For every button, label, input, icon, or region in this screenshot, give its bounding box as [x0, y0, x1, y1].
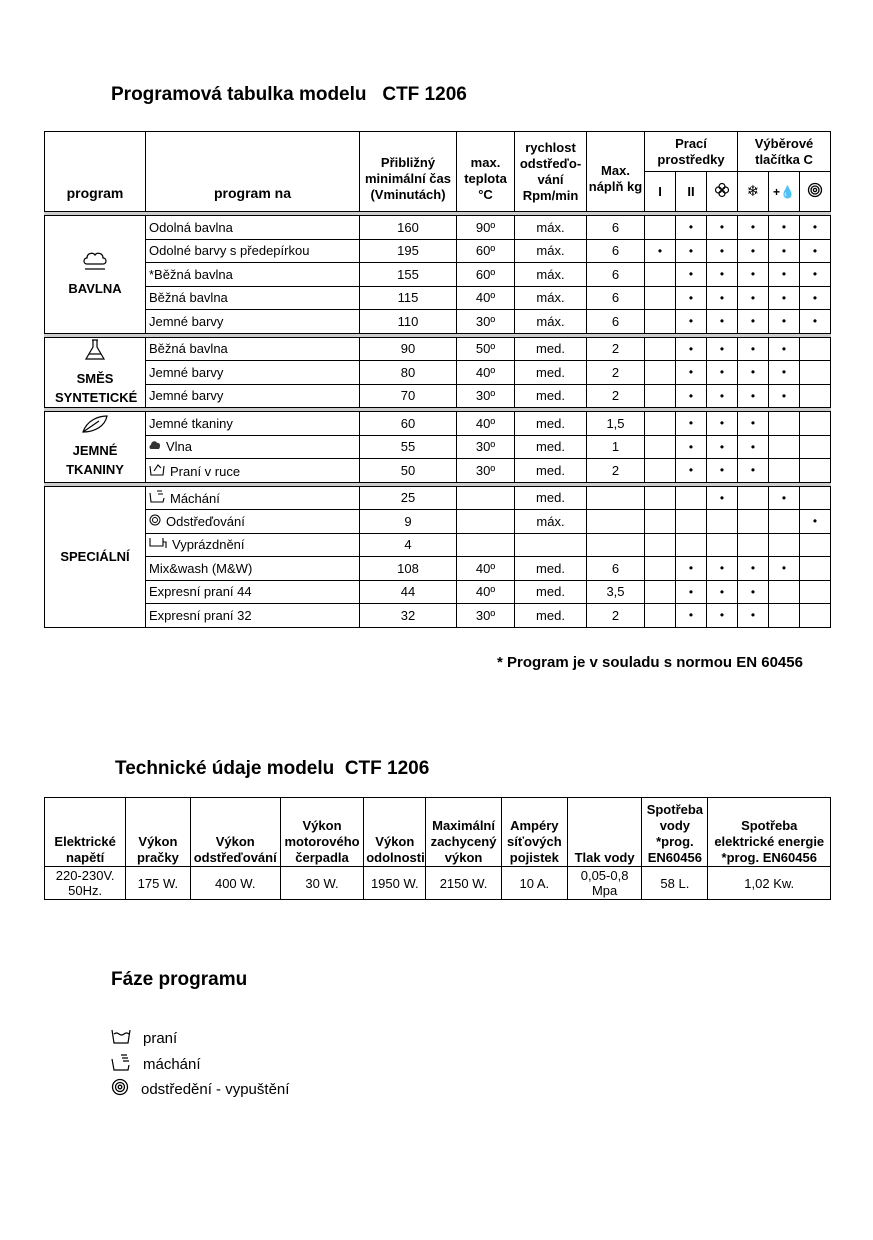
tech-h-power: Výkon pračky [126, 798, 190, 867]
cell-flag: • [800, 510, 831, 534]
cell-flag [645, 435, 676, 459]
cell-load: 2 [587, 384, 645, 408]
table-row [45, 459, 831, 483]
group-name: BAVLNA [68, 281, 122, 297]
phase-wash [111, 1028, 177, 1048]
synthetic-icon [45, 338, 145, 367]
cell-flag [645, 533, 676, 557]
cell-flag: • [707, 286, 738, 310]
cell-speed: máx. [515, 216, 587, 240]
cell-flag [645, 216, 676, 240]
cell-speed: med. [515, 486, 587, 510]
cell-time: 155 [360, 263, 457, 287]
cell-temp: 40º [457, 557, 515, 581]
cell-time: 25 [360, 486, 457, 510]
program-name [146, 510, 360, 534]
program-name-text: Máchání [170, 491, 220, 507]
cell-flag: • [738, 216, 769, 240]
cell-flag: • [676, 384, 707, 408]
cell-flag [645, 384, 676, 408]
group-name: SMĚS SYNTETICKÉ [55, 370, 138, 405]
program-name [146, 216, 360, 240]
cell-time: 32 [360, 604, 457, 628]
cell-flag [769, 580, 800, 604]
cell-flag [800, 459, 831, 483]
cell-temp: 40º [457, 361, 515, 385]
cell-flag: • [769, 239, 800, 263]
cell-load [587, 486, 645, 510]
cell-temp: 40º [457, 286, 515, 310]
cell-flag: • [707, 361, 738, 385]
spiral-icon [800, 172, 831, 212]
phase-spin [111, 1078, 289, 1100]
cell-temp [457, 533, 515, 557]
handwash-icon [149, 464, 165, 479]
cell-flag: • [676, 239, 707, 263]
cell-speed: med. [515, 412, 587, 436]
cell-flag: • [769, 263, 800, 287]
group-label [45, 486, 146, 627]
col-load: Max. náplň kg [587, 132, 645, 212]
program-name [146, 337, 360, 361]
cell-temp: 60º [457, 239, 515, 263]
cell-flag: • [800, 310, 831, 334]
cell-speed [515, 533, 587, 557]
table-row [45, 239, 831, 263]
program-name [146, 263, 360, 287]
cell-time: 50 [360, 459, 457, 483]
cell-flag: • [707, 580, 738, 604]
tech-v-voltage: 220-230V. 50Hz. [45, 867, 126, 900]
cell-flag: • [707, 604, 738, 628]
cell-flag: • [738, 384, 769, 408]
cell-flag: • [707, 557, 738, 581]
cell-temp: 30º [457, 435, 515, 459]
cell-flag: • [676, 459, 707, 483]
cell-flag [800, 533, 831, 557]
cell-flag [800, 384, 831, 408]
cell-flag: • [676, 435, 707, 459]
cell-speed: máx. [515, 239, 587, 263]
cell-flag: • [738, 286, 769, 310]
cell-flag [800, 486, 831, 510]
cell-flag [645, 459, 676, 483]
cell-flag: • [800, 286, 831, 310]
extra-water-icon: +💧 [769, 172, 800, 212]
cell-flag [800, 412, 831, 436]
cell-flag: • [738, 459, 769, 483]
cell-flag: • [676, 216, 707, 240]
cell-flag: • [707, 337, 738, 361]
tech-h-pump-power: Výkon motorového čerpadla [280, 798, 363, 867]
cell-flag [676, 510, 707, 534]
cell-flag [769, 459, 800, 483]
tech-v-resist-power: 1950 W. [364, 867, 426, 900]
cell-flag [769, 604, 800, 628]
cell-temp: 30º [457, 384, 515, 408]
cell-speed: med. [515, 337, 587, 361]
cell-flag: • [738, 310, 769, 334]
cell-temp: 50º [457, 337, 515, 361]
program-name [146, 533, 360, 557]
program-name-text: Odstřeďování [166, 513, 245, 529]
group-label [45, 337, 146, 408]
program-name [146, 239, 360, 263]
rinse-icon [149, 491, 165, 506]
cell-time: 90 [360, 337, 457, 361]
phase-label: máchání [143, 1055, 201, 1073]
program-name-text: Vlna [166, 439, 193, 455]
tech-v-energy-use: 1,02 Kw. [708, 867, 831, 900]
group-label [45, 216, 146, 334]
tech-h-water-use: Spotřeba vody *prog. EN60456 [642, 798, 708, 867]
delicate-icon [45, 414, 145, 439]
cell-speed: med. [515, 557, 587, 581]
tech-v-water-use: 58 L. [642, 867, 708, 900]
phase-label: odstředění - vypuštění [141, 1080, 290, 1098]
cell-time: 108 [360, 557, 457, 581]
tech-h-fuse: Ampéry síťových pojistek [501, 798, 567, 867]
cell-flag: • [707, 216, 738, 240]
cell-flag [769, 533, 800, 557]
cell-flag [800, 361, 831, 385]
cell-time: 70 [360, 384, 457, 408]
program-name-text: Expresní praní 32 [149, 607, 252, 623]
group-name: SPECIÁLNÍ [60, 549, 130, 564]
cell-flag: • [769, 286, 800, 310]
cell-flag [645, 286, 676, 310]
cell-load: 2 [587, 337, 645, 361]
program-name-text: *Běžná bavlna [149, 266, 233, 282]
tech-h-resist-power: Výkon odolnosti [364, 798, 426, 867]
cell-temp [457, 510, 515, 534]
cell-temp: 40º [457, 580, 515, 604]
drain-icon [149, 537, 167, 552]
cell-load: 1,5 [587, 412, 645, 436]
spin-icon [149, 514, 161, 529]
col-buttons: Výběrové tlačítka C [738, 132, 831, 172]
cell-flag [645, 412, 676, 436]
cell-flag: • [676, 604, 707, 628]
cell-flag: • [707, 412, 738, 436]
cotton-icon [45, 250, 145, 277]
rinse-icon [111, 1053, 131, 1075]
program-name-text: Běžná bavlna [149, 290, 228, 306]
cell-speed: máx. [515, 310, 587, 334]
table-row [45, 286, 831, 310]
cell-flag: • [707, 459, 738, 483]
cell-flag: • [769, 486, 800, 510]
cell-flag [738, 486, 769, 510]
cell-flag: • [676, 286, 707, 310]
cell-flag: • [800, 216, 831, 240]
cell-flag [800, 435, 831, 459]
cell-time: 80 [360, 361, 457, 385]
cell-flag: • [800, 239, 831, 263]
cell-flag [645, 486, 676, 510]
table-row [45, 216, 831, 240]
program-name [146, 435, 360, 459]
tech-v-power: 175 W. [126, 867, 190, 900]
cell-flag [676, 486, 707, 510]
cell-speed: med. [515, 459, 587, 483]
table-row [45, 310, 831, 334]
table-row [45, 435, 831, 459]
cell-flag: • [676, 557, 707, 581]
cell-flag [645, 263, 676, 287]
program-name [146, 459, 360, 483]
wool-icon [149, 439, 161, 454]
cell-time: 60 [360, 412, 457, 436]
program-name-text: Odolné barvy s předepírkou [149, 243, 310, 259]
program-name-text: Expresní praní 44 [149, 584, 252, 600]
cell-flag: • [676, 361, 707, 385]
cell-load: 2 [587, 459, 645, 483]
tech-h-voltage: Elektrické napětí [45, 798, 126, 867]
cell-flag: • [738, 580, 769, 604]
cell-speed: med. [515, 580, 587, 604]
tech-v-water-pressure: 0,05-0,8 Mpa [567, 867, 641, 900]
table-row [45, 337, 831, 361]
table-row [45, 580, 831, 604]
cell-flag [645, 510, 676, 534]
tech-v-pump-power: 30 W. [280, 867, 363, 900]
cell-flag: • [707, 263, 738, 287]
footnote: * Program je v souladu s normou EN 60456 [497, 654, 803, 671]
cell-time: 9 [360, 510, 457, 534]
program-name-text: Jemné barvy [149, 364, 224, 380]
program-name-text: Jemné barvy [149, 313, 224, 329]
cell-flag: • [676, 310, 707, 334]
cell-time: 44 [360, 580, 457, 604]
table-row [45, 384, 831, 408]
program-name-text: Jemné tkaniny [149, 415, 233, 431]
program-name-text: Běžná bavlna [149, 341, 228, 357]
cell-flag: • [676, 337, 707, 361]
cell-temp: 30º [457, 604, 515, 628]
program-table-title: Programová tabulka modelu CTF 1206 [111, 84, 467, 105]
cell-flag: • [738, 557, 769, 581]
tech-v-fuse: 10 A. [501, 867, 567, 900]
col-detergent: Prací prostředky [645, 132, 738, 172]
cell-flag [769, 510, 800, 534]
cell-speed: med. [515, 435, 587, 459]
cell-speed: med. [515, 361, 587, 385]
cell-flag: • [738, 435, 769, 459]
cell-flag: • [707, 239, 738, 263]
cell-flag: • [738, 604, 769, 628]
program-name [146, 557, 360, 581]
cell-flag: • [738, 239, 769, 263]
table-row [45, 533, 831, 557]
program-name-text: Vyprázdnění [172, 537, 245, 553]
cell-flag [800, 557, 831, 581]
program-name [146, 310, 360, 334]
tech-h-max-power: Maximální zachycený výkon [426, 798, 501, 867]
cell-temp [457, 486, 515, 510]
table-row [45, 263, 831, 287]
cell-flag: • [738, 263, 769, 287]
cell-temp: 40º [457, 412, 515, 436]
cell-flag: • [707, 435, 738, 459]
cell-time: 115 [360, 286, 457, 310]
cell-temp: 30º [457, 310, 515, 334]
cell-flag [645, 604, 676, 628]
cell-load: 6 [587, 557, 645, 581]
cell-speed: med. [515, 384, 587, 408]
group-label [45, 412, 146, 483]
program-name [146, 604, 360, 628]
cell-flag: • [800, 263, 831, 287]
cell-flag: • [707, 310, 738, 334]
tech-h-energy-use: Spotřeba elektrické energie *prog. EN60456 [708, 798, 831, 867]
cell-load [587, 533, 645, 557]
cell-load: 2 [587, 604, 645, 628]
cell-speed: máx. [515, 510, 587, 534]
program-name [146, 412, 360, 436]
cell-flag [769, 435, 800, 459]
tech-v-spin-power: 400 W. [190, 867, 280, 900]
cell-flag [707, 533, 738, 557]
program-name [146, 486, 360, 510]
table-row [45, 557, 831, 581]
cell-flag [738, 533, 769, 557]
cell-speed: med. [515, 604, 587, 628]
cell-speed: máx. [515, 286, 587, 310]
cell-flag [645, 557, 676, 581]
cell-flag [676, 533, 707, 557]
program-name-text: Odolná bavlna [149, 219, 233, 235]
cell-load: 1 [587, 435, 645, 459]
cell-flag: • [707, 486, 738, 510]
cell-temp: 90º [457, 216, 515, 240]
phases-title: Fáze programu [111, 969, 248, 990]
cell-load: 6 [587, 263, 645, 287]
cell-flag [800, 604, 831, 628]
cell-flag: • [738, 337, 769, 361]
det-col-2: II [676, 172, 707, 212]
cell-flag: • [676, 263, 707, 287]
program-name-text: Praní v ruce [170, 463, 241, 479]
program-name [146, 286, 360, 310]
cell-flag: • [707, 384, 738, 408]
program-name [146, 580, 360, 604]
program-name-text: Mix&wash (M&W) [149, 560, 253, 576]
table-row [45, 361, 831, 385]
table-row [45, 486, 831, 510]
wash-tub-icon [111, 1028, 131, 1048]
cell-flag: • [738, 412, 769, 436]
tech-h-water-pressure: Tlak vody [567, 798, 641, 867]
cell-flag [738, 510, 769, 534]
table-row [45, 510, 831, 534]
cell-flag: • [645, 239, 676, 263]
cell-flag: • [769, 216, 800, 240]
tech-v-max-power: 2150 W. [426, 867, 501, 900]
phase-label: praní [143, 1029, 178, 1047]
cell-flag [645, 310, 676, 334]
cell-flag: • [769, 557, 800, 581]
cell-load: 2 [587, 361, 645, 385]
cell-flag: • [676, 412, 707, 436]
cell-load: 6 [587, 216, 645, 240]
cell-time: 195 [360, 239, 457, 263]
cell-flag: • [769, 361, 800, 385]
spin-icon [111, 1078, 129, 1100]
table-row [45, 604, 831, 628]
tech-h-spin-power: Výkon odstřeďování [190, 798, 280, 867]
cell-load [587, 510, 645, 534]
col-speed: rychlost odstřeďo- vání Rpm/min [515, 132, 587, 212]
cell-load: 3,5 [587, 580, 645, 604]
cell-flag [645, 361, 676, 385]
cell-time: 160 [360, 216, 457, 240]
program-name-text: Jemné barvy [149, 388, 224, 404]
phase-rinse [111, 1053, 201, 1075]
cell-flag: • [769, 384, 800, 408]
col-program-na: program na [146, 132, 360, 212]
cell-flag: • [769, 337, 800, 361]
table-row [45, 412, 831, 436]
cell-load: 6 [587, 239, 645, 263]
cell-flag [800, 337, 831, 361]
tech-table [44, 797, 831, 900]
group-name: JEMNÉ TKANINY [66, 443, 124, 478]
program-name [146, 361, 360, 385]
cell-speed: máx. [515, 263, 587, 287]
cell-time: 55 [360, 435, 457, 459]
cell-temp: 30º [457, 459, 515, 483]
det-col-1: I [645, 172, 676, 212]
cell-flag [769, 412, 800, 436]
cell-flag [645, 337, 676, 361]
cell-load: 6 [587, 286, 645, 310]
snowflake-icon: ❄ [738, 172, 769, 212]
col-temp: max. teplota °C [457, 132, 515, 212]
col-program: program [45, 132, 146, 212]
cell-flag [707, 510, 738, 534]
cell-flag: • [738, 361, 769, 385]
program-table [44, 131, 831, 628]
cell-flag [800, 580, 831, 604]
cell-time: 4 [360, 533, 457, 557]
flower-icon [707, 172, 738, 212]
program-name [146, 384, 360, 408]
cell-load: 6 [587, 310, 645, 334]
cell-time: 110 [360, 310, 457, 334]
cell-flag: • [676, 580, 707, 604]
col-time: Přibližný minimální čas (Vminutách) [360, 132, 457, 212]
cell-flag: • [769, 310, 800, 334]
cell-temp: 60º [457, 263, 515, 287]
cell-flag [645, 580, 676, 604]
tech-table-title: Technické údaje modelu CTF 1206 [115, 758, 430, 779]
